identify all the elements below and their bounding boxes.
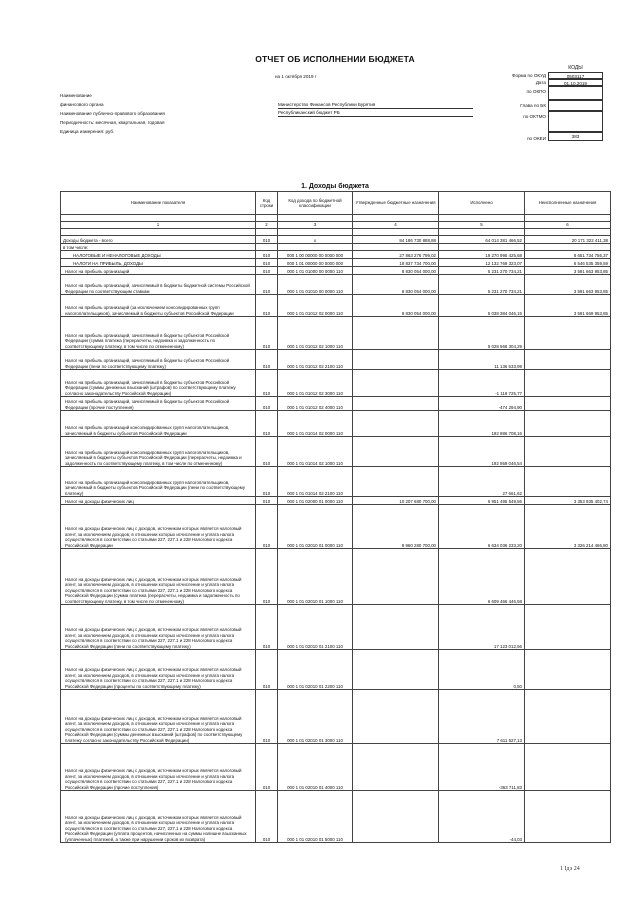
row-kbk: 000 1 01 01012 02 4000 110 (278, 397, 353, 411)
row-approved (353, 650, 439, 690)
row-executed: 192 886 708,16 (439, 411, 525, 437)
row-approved (353, 350, 439, 370)
code-date-value: 01.10.2019 (548, 79, 603, 86)
label-name: Наименование (60, 93, 92, 98)
col-header-kbk: Код дохода по бюджетной классификации (278, 192, 353, 215)
row-code: 010 (256, 236, 278, 244)
code-label-bk: Глава по БК (520, 103, 546, 108)
row-name: Налог на доходы физических лиц (61, 497, 256, 505)
row-name: Налог на прибыль организаций (за исключением консолидированных групп налогоплательщиков), зачисляемый в бюджеты субъектов Российской Федерации (61, 295, 256, 317)
row-executed: 27 661,62 (439, 467, 525, 497)
col-number: 4 (353, 222, 439, 229)
row-name: Налог на прибыль организаций консолидированных групп налогоплательщиков, зачисляемый в бюджеты субъектов Российской Федерации (пени по соответствующему платежу) (61, 467, 256, 497)
row-approved: 8 830 054 000,00 (353, 295, 439, 317)
row-executed: 11 136 533,99 (439, 350, 525, 370)
code-bk-value (548, 100, 603, 111)
row-kbk: 000 1 00 00000 00 0000 000 (278, 251, 353, 259)
row-executed: -474 294,90 (439, 397, 525, 411)
table-row (61, 370, 611, 397)
row-name: Налог на доходы физических лиц с доходов, источником которых является налоговый агент, за исключением доходов, в отношении которых исчисление и уплата налога осуществляются в соответствии со статьями 227, 227.1 и 228 Налогового кодекса Российской Федерации (суммы денежных взысканий (штрафов) по соответствующему платежу согласно законодательству Российской Федерации) (61, 690, 256, 744)
row-name: Налог на прибыль организаций консолидированных групп налогоплательщиков, зачисляемый в бюджеты субъектов Российской Федерации (61, 411, 256, 437)
row-code: 010 (256, 605, 278, 650)
row-approved (353, 411, 439, 437)
section-title: 1. Доходы бюджета (301, 183, 369, 190)
row-unexecuted (525, 549, 611, 605)
row-approved: 18 837 734 700,00 (353, 259, 439, 267)
row-code: 010 (256, 295, 278, 317)
code-oktmo-value (548, 111, 603, 132)
table-row (61, 251, 611, 259)
row-unexecuted (525, 467, 611, 497)
row-name: Налог на прибыль организаций, зачисляемый в бюджеты субъектов Российской Федерации (прочие поступления) (61, 397, 256, 411)
row-code: 010 (256, 437, 278, 467)
row-unexecuted (525, 317, 611, 350)
row-unexecuted: 8 651 734 756,37 (525, 251, 611, 259)
row-executed: 19 270 995 425,68 (439, 251, 525, 259)
row-kbk: 000 1 01 02010 01 3000 110 (278, 690, 353, 744)
row-name: Налог на прибыль организаций, зачисляемый в бюджеты бюджетной системы Российской Федерации по соответствующим ставкам (61, 275, 256, 295)
row-kbk: 000 1 01 01014 02 2100 110 (278, 467, 353, 497)
table-row (61, 236, 611, 244)
row-name: Доходы бюджета - всего (61, 236, 256, 244)
row-executed: -44,03 (439, 791, 525, 843)
col-header-name: Наименование показателя (61, 192, 256, 215)
report-date: на 1 октября 2019 г (275, 74, 317, 79)
row-unexecuted (525, 411, 611, 437)
row-approved (353, 605, 439, 650)
col-header-approved: Утвержденные бюджетные назначения (353, 192, 439, 215)
label-periodicity: Периодичность: месячная, квартальная, годовая (60, 120, 165, 125)
row-code: 010 (256, 791, 278, 843)
row-kbk: 000 1 01 02000 01 0000 110 (278, 497, 353, 505)
row-executed: -363 711,83 (439, 744, 525, 791)
row-approved: 27 863 276 799,02 (353, 251, 439, 259)
row-unexecuted (525, 605, 611, 650)
row-executed: 12 132 769 323,07 (439, 259, 525, 267)
table-row (61, 690, 611, 744)
income-table (60, 191, 611, 843)
row-approved: 9 960 280 700,00 (353, 505, 439, 549)
row-kbk: 000 1 01 01012 02 1000 110 (278, 317, 353, 350)
table-row (61, 650, 611, 690)
row-executed: 7 611 527,13 (439, 690, 525, 744)
row-unexecuted (525, 437, 611, 467)
label-ppo: Наименование публично-правового образования (60, 111, 165, 116)
row-name: Налог на доходы физических лиц с доходов, источником которых является налоговый агент, за исключением доходов, в отношении которых исчисление и уплата налога осуществляются в соответствии со статьями 227, 227.1 и 228 Налогового кодекса Российской Федерации (61, 505, 256, 549)
code-label-okpo: по ОКПО (526, 89, 546, 94)
row-executed: 5 231 270 734,21 (439, 267, 525, 275)
row-approved (353, 690, 439, 744)
table-row (61, 549, 611, 605)
row-unexecuted (525, 690, 611, 744)
row-unexecuted (525, 370, 611, 397)
label-unit: Единица измерения: руб. (60, 129, 115, 134)
table-row (61, 411, 611, 437)
spacer-row (61, 229, 611, 236)
row-executed: -1 119 725,77 (439, 370, 525, 397)
row-executed: 64 014 381 466,52 (439, 236, 525, 244)
row-code: 010 (256, 275, 278, 295)
row-code: 010 (256, 690, 278, 744)
row-unexecuted: 3 591 669 953,85 (525, 295, 611, 317)
row-unexecuted: 3 353 935 402,74 (525, 497, 611, 505)
label-finorg: финансового органа (60, 102, 104, 107)
row-unexecuted (525, 244, 611, 251)
row-unexecuted: 3 591 663 953,85 (525, 267, 611, 275)
table-row (61, 605, 611, 650)
row-unexecuted (525, 397, 611, 411)
table-header-row (61, 192, 611, 215)
spacer-row (61, 215, 611, 222)
row-unexecuted (525, 350, 611, 370)
row-executed: 6 609 466 446,58 (439, 549, 525, 605)
row-executed: 6 951 495 549,56 (439, 497, 525, 505)
row-kbk (278, 244, 353, 251)
row-name: Налог на доходы физических лиц с доходов, источником которых является налоговый агент, за исключением доходов, в отношении которых исчисление и уплата налога осуществляются в соответствии со статьями 227, 227.1 и 228 Налогового кодекса Российской Федерации (сумма платежа (перерасчеты, недоимка и задолженность по соответствующему платежу, в том числе по отмененному) (61, 549, 256, 605)
col-header-unexecuted: Неисполненные назначения (525, 192, 611, 215)
table-row (61, 497, 611, 505)
row-code (256, 244, 278, 251)
row-approved (353, 370, 439, 397)
row-kbk: 000 1 01 01014 02 0000 110 (278, 411, 353, 437)
table-row (61, 744, 611, 791)
row-name: НАЛОГОВЫЕ И НЕНАЛОГОВЫЕ ДОХОДЫ (61, 251, 256, 259)
ppo-value: Республиканский бюджет РБ (278, 110, 473, 117)
row-kbk: 000 1 01 02010 01 4000 110 (278, 744, 353, 791)
row-unexecuted (525, 650, 611, 690)
row-kbk: 000 1 01 01000 00 0000 110 (278, 267, 353, 275)
table-row (61, 259, 611, 267)
row-code: 010 (256, 497, 278, 505)
row-unexecuted: 3 591 663 953,85 (525, 275, 611, 295)
row-kbk: 000 1 01 01012 02 3000 110 (278, 370, 353, 397)
col-number: 2 (256, 222, 278, 229)
row-kbk: 000 1 01 00000 00 0000 000 (278, 259, 353, 267)
row-code: 010 (256, 251, 278, 259)
row-executed (439, 244, 525, 251)
row-name: Налог на доходы физических лиц с доходов, источником которых является налоговый агент, за исключением доходов, в отношении которых исчисление и уплата налога осуществляются в соответствии со статьями 227, 227.1 и 228 Налогового кодекса Российской Федерации (пени по соответствующему платежу) (61, 605, 256, 650)
col-number: 6 (525, 222, 611, 229)
row-kbk: 000 1 01 02010 01 5000 110 (278, 791, 353, 843)
row-code: 010 (256, 411, 278, 437)
table-row (61, 350, 611, 370)
row-approved (353, 437, 439, 467)
col-number: 1 (61, 222, 256, 229)
row-kbk: х (278, 236, 353, 244)
table-row (61, 317, 611, 350)
row-kbk: 000 1 01 02010 01 2100 110 (278, 605, 353, 650)
codes-label: КОДЫ (568, 65, 583, 71)
row-approved (353, 244, 439, 251)
row-name: НАЛОГИ НА ПРИБЫЛЬ, ДОХОДЫ (61, 259, 256, 267)
row-approved: 8 830 054 000,00 (353, 267, 439, 275)
table-row (61, 397, 611, 411)
row-code: 010 (256, 650, 278, 690)
row-executed: 192 959 046,54 (439, 437, 525, 467)
row-name: Налог на доходы физических лиц с доходов, источником которых является налоговый агент, за исключением доходов, в отношении которых исчисление и уплата налога осуществляются в соответствии со статьями 227, 227.1 и 228 Налогового кодекса Российской Федерации (прочие поступления) (61, 744, 256, 791)
row-code: 010 (256, 317, 278, 350)
row-approved (353, 467, 439, 497)
table-row (61, 267, 611, 275)
code-okei-value: 383 (548, 132, 603, 141)
col-header-code: Код строки (256, 192, 278, 215)
row-executed: 5 028 568 304,29 (439, 317, 525, 350)
row-code: 010 (256, 267, 278, 275)
row-unexecuted (525, 744, 611, 791)
row-executed: 5 038 384 046,15 (439, 295, 525, 317)
row-kbk: 000 1 01 02010 01 0000 110 (278, 505, 353, 549)
row-approved: 10 207 680 700,00 (353, 497, 439, 505)
row-code: 010 (256, 397, 278, 411)
column-number-row (61, 222, 611, 229)
code-label-date: Дата (535, 80, 546, 85)
row-kbk: 000 1 01 01010 00 0000 110 (278, 275, 353, 295)
row-code: 010 (256, 370, 278, 397)
finorg-value: Министерство Финансов Республики Бурятия (278, 102, 473, 109)
row-kbk: 000 1 01 02010 01 1000 110 (278, 549, 353, 605)
row-code: 010 (256, 505, 278, 549)
row-name: в том числе: (61, 244, 256, 251)
row-code: 010 (256, 259, 278, 267)
row-approved: 8 830 054 000,00 (353, 275, 439, 295)
table-row (61, 437, 611, 467)
row-code: 010 (256, 549, 278, 605)
col-header-executed: Исполнено (439, 192, 525, 215)
row-name: Налог на прибыль организаций, зачисляемый в бюджеты субъектов Российской Федерации (сумма платежа (перерасчеты, недоимка и задолженность по соответствующему платежу, в том числе по отмененному) (61, 317, 256, 350)
row-name: Налог на прибыль организаций (61, 267, 256, 275)
row-unexecuted (525, 791, 611, 843)
row-name: Налог на доходы физических лиц с доходов, источником которых является налоговый агент, за исключением доходов, в отношении которых исчисление и уплата налога осуществляются в соответствии со статьями 227, 227.1 и 228 Налогового кодекса Российской Федерации (уплата процентов, начисленных на суммы излишне взысканных (уплаченных) платежей, а также при нарушении сроков их возврата) (61, 791, 256, 843)
code-okud-value: 0503117 (548, 72, 603, 79)
page-number: 1 Ідэ 24 (560, 866, 580, 872)
row-kbk: 000 1 01 01012 02 0000 110 (278, 295, 353, 317)
row-name: Налог на прибыль организаций, зачисляемый в бюджеты субъектов Российской Федерации (пени по соответствующему платежу) (61, 350, 256, 370)
table-row (61, 467, 611, 497)
document-title: ОТЧЕТ ОБ ИСПОЛНЕНИИ БЮДЖЕТА (255, 54, 415, 64)
row-kbk: 000 1 01 01014 02 1000 110 (278, 437, 353, 467)
row-kbk: 000 1 01 01012 02 2100 110 (278, 350, 353, 370)
row-executed: 6 634 036 233,20 (439, 505, 525, 549)
row-approved (353, 317, 439, 350)
row-code: 010 (256, 744, 278, 791)
code-label-oktmo: по ОКТМО (523, 114, 546, 119)
row-name: Налог на прибыль организаций консолидированных групп налогоплательщиков, зачисляемый в бюджеты субъектов Российской Федерации (перерасчеты, недоимка и задолженность по соответствующему платежу, в том числе по отмененному) (61, 437, 256, 467)
table-row (61, 275, 611, 295)
row-approved (353, 397, 439, 411)
row-approved (353, 549, 439, 605)
table-row (61, 295, 611, 317)
row-approved: 84 186 730 888,88 (353, 236, 439, 244)
row-executed: 5 231 270 734,21 (439, 275, 525, 295)
row-code: 010 (256, 350, 278, 370)
row-unexecuted: 3 326 214 466,80 (525, 505, 611, 549)
row-executed: 17 123 012,56 (439, 605, 525, 650)
row-name: Налог на прибыль организаций, зачисляемый в бюджеты субъектов Российской Федерации (суммы денежных взысканий (штрафов) по соответствующему платежу согласно законодательству Российской Федерации) (61, 370, 256, 397)
table-row (61, 791, 611, 843)
row-approved (353, 791, 439, 843)
code-label-okud: Форма по ОКУД (511, 73, 546, 78)
row-name: Налог на доходы физических лиц с доходов, источником которых является налоговый агент, за исключением доходов, в отношении которых исчисление и уплата налога осуществляются в соответствии со статьями 227, 227.1 и 228 Налогового кодекса Российской Федерации (проценты по соответствующему платежу) (61, 650, 256, 690)
row-unexecuted: 6 546 535 359,59 (525, 259, 611, 267)
row-unexecuted: 20 171 322 411,38 (525, 236, 611, 244)
code-label-okei: по ОКЕИ (527, 136, 546, 141)
col-number: 5 (439, 222, 525, 229)
table-row (61, 244, 611, 251)
row-executed: 0,50 (439, 650, 525, 690)
row-code: 010 (256, 467, 278, 497)
col-number: 3 (278, 222, 353, 229)
row-kbk: 000 1 01 02010 01 2200 110 (278, 650, 353, 690)
row-approved (353, 744, 439, 791)
code-okpo-value (548, 86, 603, 100)
table-row (61, 505, 611, 549)
